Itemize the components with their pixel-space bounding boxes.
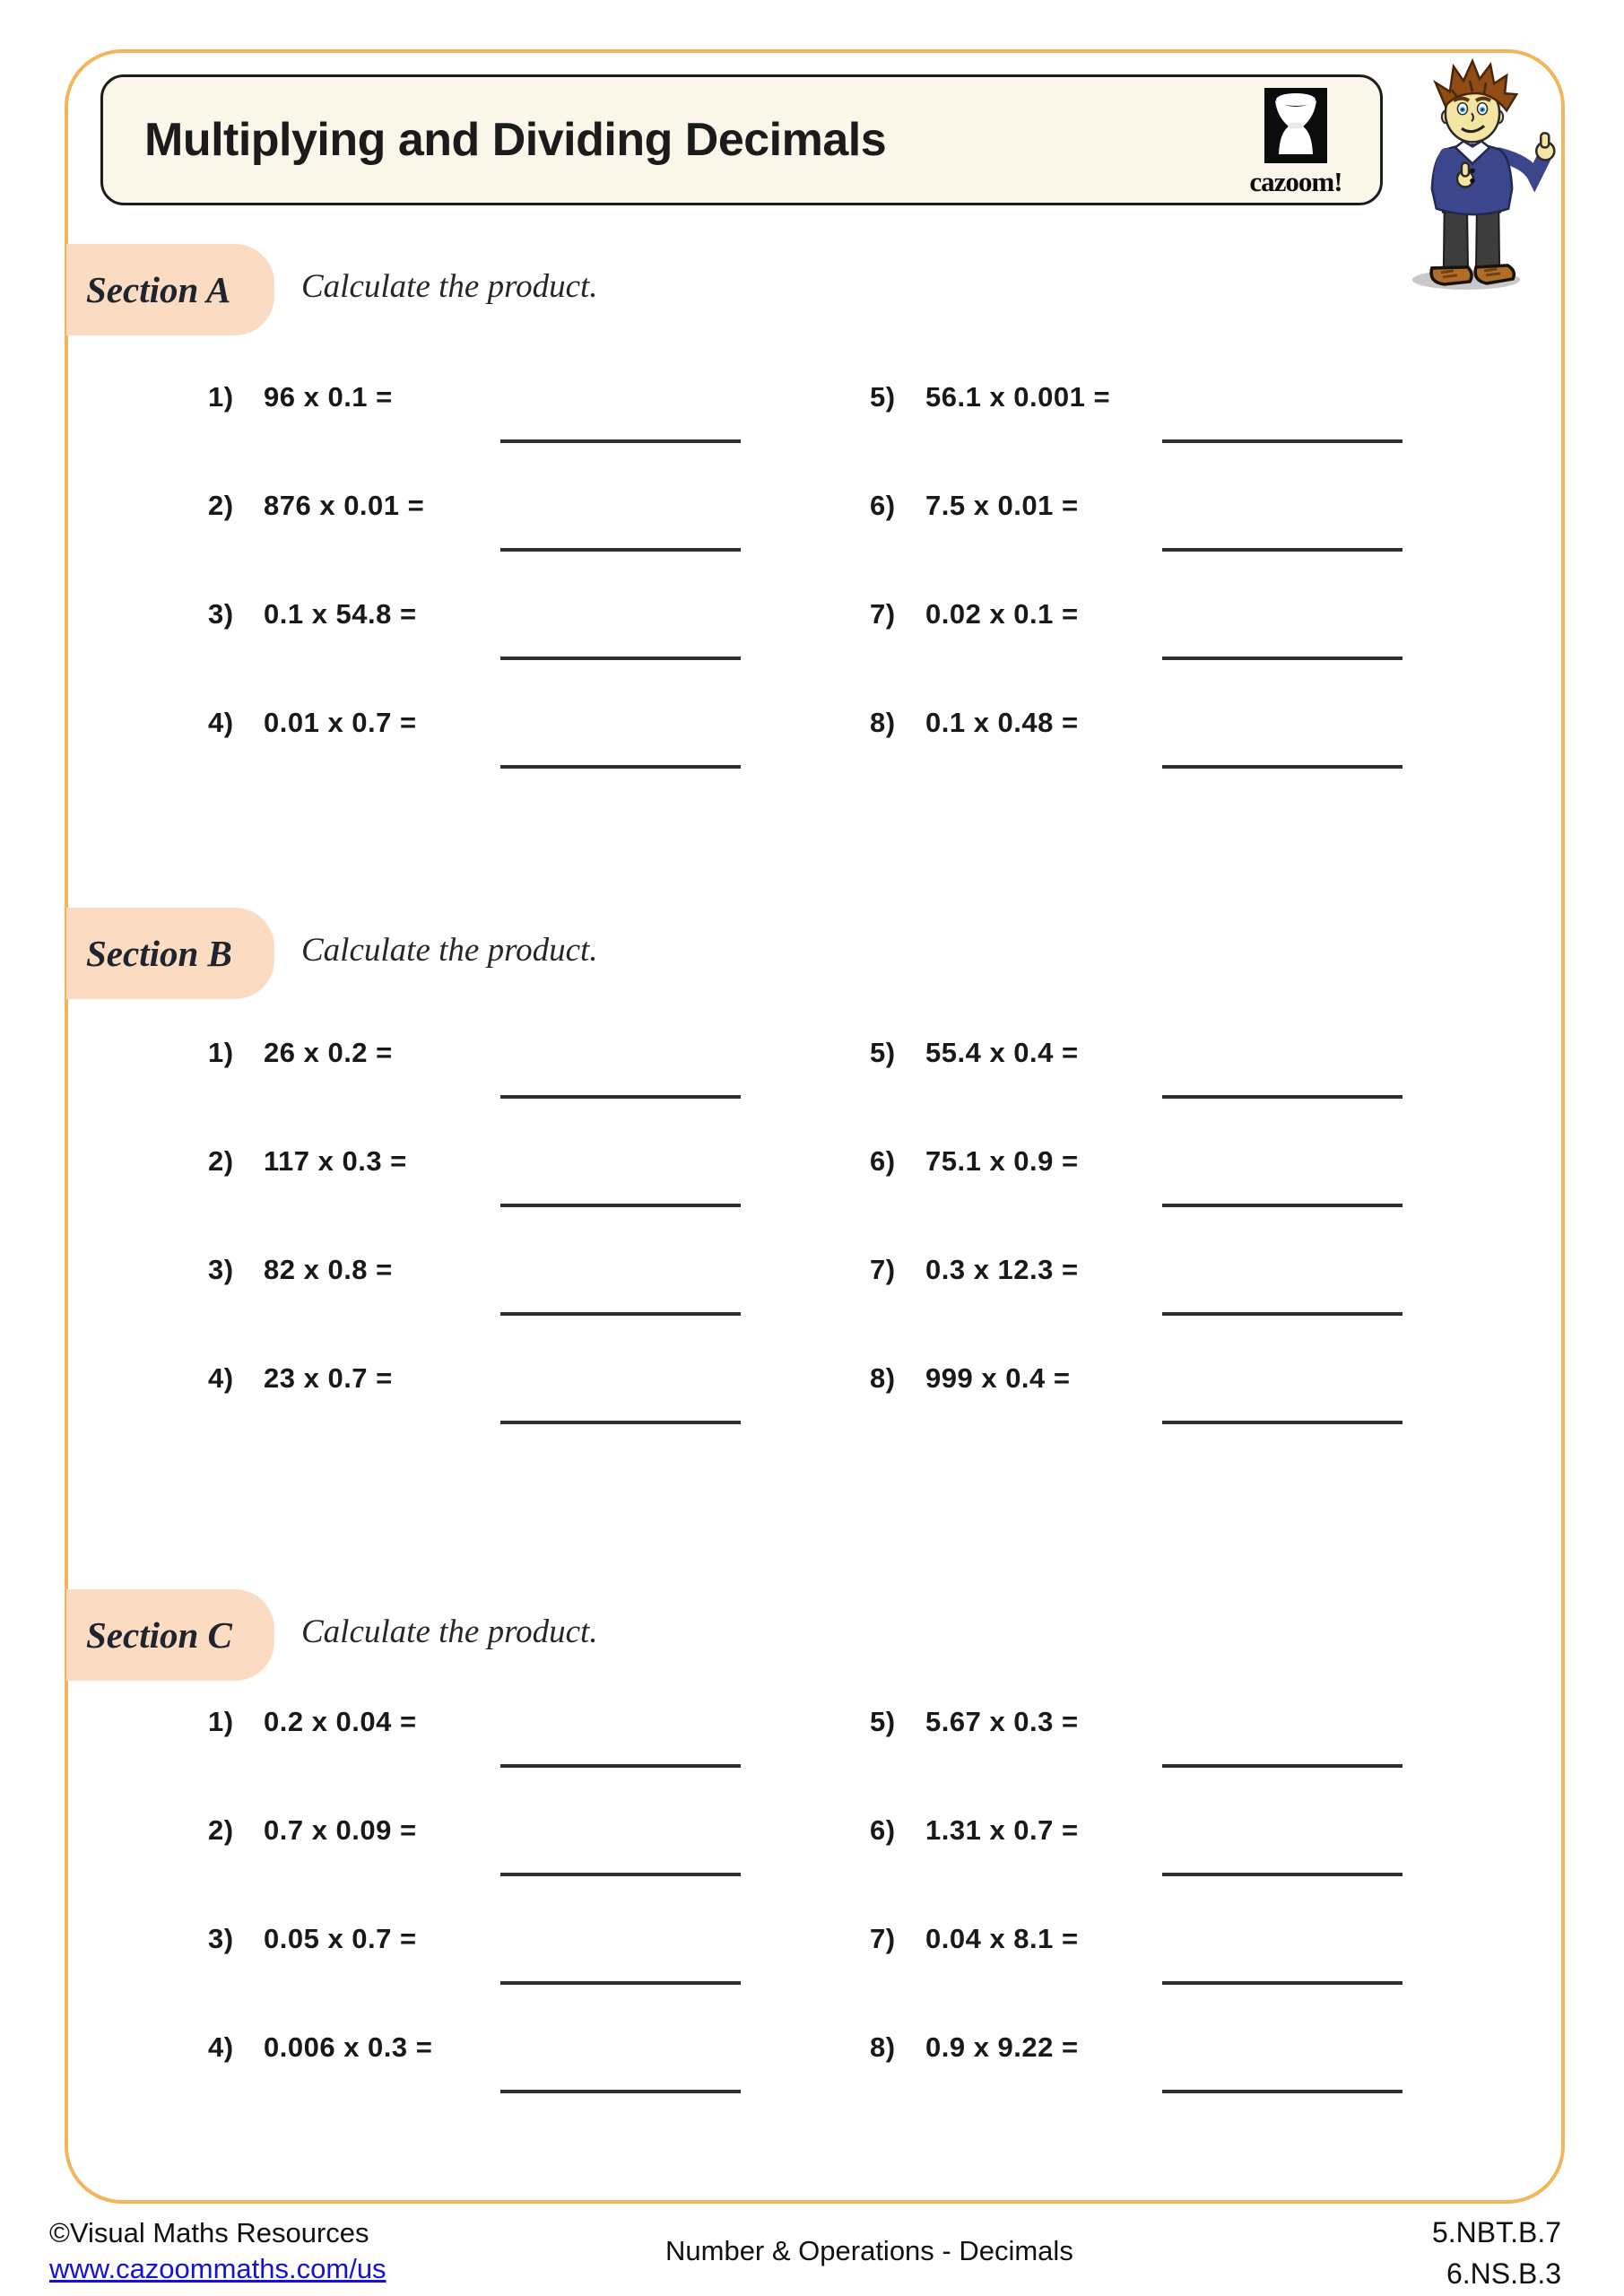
- answer-blank: [500, 765, 741, 769]
- section-c-problems: [208, 1705, 1499, 2139]
- problem-item: [208, 1361, 870, 1470]
- problem-item: [208, 706, 870, 814]
- problem-item: [208, 597, 870, 706]
- problem-number: 5): [870, 1706, 896, 1737]
- problem-expression: 55.4 x 0.4 =: [925, 1037, 1079, 1068]
- cazoom-logo: [1239, 88, 1352, 198]
- problem-expression: 1.31 x 0.7 =: [925, 1814, 1079, 1846]
- answer-blank: [500, 1764, 741, 1768]
- answer-blank: [1162, 1095, 1403, 1099]
- problem-expression: 7.5 x 0.01 =: [925, 490, 1079, 521]
- answer-blank: [500, 1204, 741, 1207]
- problem-expression: 0.9 x 9.22 =: [925, 2031, 1079, 2063]
- problem-item: [870, 1144, 1499, 1253]
- answer-blank: [500, 2090, 741, 2093]
- problem-number: 8): [870, 2031, 896, 2063]
- problem-expression: 0.006 x 0.3 =: [264, 2031, 433, 2063]
- answer-blank: [500, 548, 741, 552]
- problem-item: [870, 1705, 1499, 1813]
- footer-topic: Number & Operations - Decimals: [665, 2235, 1073, 2266]
- problem-expression: 999 x 0.4 =: [925, 1362, 1071, 1394]
- problem-expression: 0.2 x 0.04 =: [264, 1706, 417, 1737]
- problem-expression: 23 x 0.7 =: [264, 1362, 393, 1394]
- problem-expression: 26 x 0.2 =: [264, 1037, 393, 1068]
- problem-number: 8): [870, 1362, 896, 1394]
- problem-item: [870, 1361, 1499, 1470]
- problem-item: [870, 1922, 1499, 2031]
- answer-blank: [1162, 1204, 1403, 1207]
- problem-number: 6): [870, 490, 896, 521]
- problem-item: [208, 1144, 870, 1253]
- problem-number: 3): [208, 1923, 234, 1954]
- footer-credits: [49, 2215, 386, 2287]
- problem-expression: 0.04 x 8.1 =: [925, 1923, 1079, 1954]
- standard-code-2: 6.NS.B.3: [1446, 2257, 1561, 2290]
- title-bar: [100, 74, 1383, 205]
- section-a-badge: [66, 244, 274, 335]
- problem-number: 4): [208, 2031, 234, 2063]
- problem-number: 1): [208, 1706, 234, 1737]
- problem-expression: 117 x 0.3 =: [264, 1145, 407, 1177]
- answer-blank: [1162, 439, 1403, 443]
- problem-number: 4): [208, 707, 234, 738]
- problem-expression: 876 x 0.01 =: [264, 490, 425, 521]
- answer-blank: [500, 1873, 741, 1876]
- footer-standards: [1432, 2212, 1561, 2294]
- problem-item: [870, 1036, 1499, 1144]
- section-c-badge: [66, 1589, 274, 1681]
- problem-expression: 0.7 x 0.09 =: [264, 1814, 417, 1846]
- section-c-label: Section C: [86, 1614, 232, 1656]
- problem-number: 8): [870, 707, 896, 738]
- problem-item: [870, 380, 1499, 489]
- problem-number: 5): [870, 1037, 896, 1068]
- problem-expression: 0.01 x 0.7 =: [264, 707, 417, 738]
- problem-item: [208, 489, 870, 597]
- problem-expression: 56.1 x 0.001 =: [925, 381, 1111, 413]
- problem-item: [870, 489, 1499, 597]
- problem-item: [208, 1813, 870, 1922]
- answer-blank: [500, 1981, 741, 1985]
- cazoom-logo-text: cazoom!: [1249, 166, 1342, 197]
- cazoom-url-link[interactable]: www.cazoommaths.com/us: [49, 2253, 386, 2284]
- problem-expression: 82 x 0.8 =: [264, 1254, 393, 1285]
- answer-blank: [1162, 1312, 1403, 1316]
- answer-blank: [1162, 548, 1403, 552]
- problem-item: [870, 597, 1499, 706]
- problem-item: [208, 1253, 870, 1361]
- problem-number: 1): [208, 381, 234, 413]
- mascot-boy-icon: [1390, 54, 1562, 292]
- section-b-problems: [208, 1036, 1499, 1470]
- problem-number: 2): [208, 490, 234, 521]
- problem-item: [870, 1253, 1499, 1361]
- section-b-badge: [66, 908, 274, 999]
- answer-blank: [1162, 765, 1403, 769]
- problem-item: [208, 380, 870, 489]
- problem-item: [208, 2031, 870, 2139]
- section-a-problems: [208, 380, 1499, 814]
- answer-blank: [1162, 2090, 1403, 2093]
- problem-number: 5): [870, 381, 896, 413]
- problem-item: [208, 1036, 870, 1144]
- problem-number: 6): [870, 1145, 896, 1177]
- page-title: Multiplying and Dividing Decimals: [144, 114, 887, 166]
- problem-expression: 0.3 x 12.3 =: [925, 1254, 1079, 1285]
- section-c-instruction: Calculate the product.: [301, 1613, 598, 1650]
- section-b-instruction: Calculate the product.: [301, 932, 598, 969]
- answer-blank: [500, 657, 741, 660]
- problem-item: [870, 706, 1499, 814]
- section-a-instruction: Calculate the product.: [301, 268, 598, 305]
- problem-number: 6): [870, 1814, 896, 1846]
- problem-item: [870, 1813, 1499, 1922]
- answer-blank: [1162, 1764, 1403, 1768]
- section-a-label: Section A: [86, 269, 231, 310]
- standard-code-1: 5.NBT.B.7: [1431, 2216, 1561, 2248]
- djembe-drum-icon: [1264, 88, 1327, 163]
- answer-blank: [500, 1095, 741, 1099]
- problem-number: 2): [208, 1814, 234, 1846]
- problem-item: [208, 1705, 870, 1813]
- problem-expression: 0.1 x 54.8 =: [264, 598, 417, 630]
- problem-expression: 0.05 x 0.7 =: [264, 1923, 417, 1954]
- problem-item: [870, 2031, 1499, 2139]
- problem-number: 2): [208, 1145, 234, 1177]
- problem-expression: 0.02 x 0.1 =: [925, 598, 1079, 630]
- problem-item: [208, 1922, 870, 2031]
- problem-number: 7): [870, 1254, 896, 1285]
- problem-number: 4): [208, 1362, 234, 1394]
- problem-number: 7): [870, 1923, 896, 1954]
- answer-blank: [500, 439, 741, 443]
- problem-expression: 5.67 x 0.3 =: [925, 1706, 1079, 1737]
- section-b-label: Section B: [86, 933, 232, 974]
- answer-blank: [500, 1312, 741, 1316]
- problem-number: 7): [870, 598, 896, 630]
- answer-blank: [1162, 1981, 1403, 1985]
- answer-blank: [1162, 1421, 1403, 1424]
- problem-expression: 75.1 x 0.9 =: [925, 1145, 1079, 1177]
- answer-blank: [500, 1421, 741, 1424]
- answer-blank: [1162, 657, 1403, 660]
- answer-blank: [1162, 1873, 1403, 1876]
- problem-number: 3): [208, 598, 234, 630]
- problem-expression: 96 x 0.1 =: [264, 381, 393, 413]
- problem-expression: 0.1 x 0.48 =: [925, 707, 1079, 738]
- problem-number: 1): [208, 1037, 234, 1068]
- copyright-text: ©Visual Maths Resources: [49, 2217, 369, 2248]
- problem-number: 3): [208, 1254, 234, 1285]
